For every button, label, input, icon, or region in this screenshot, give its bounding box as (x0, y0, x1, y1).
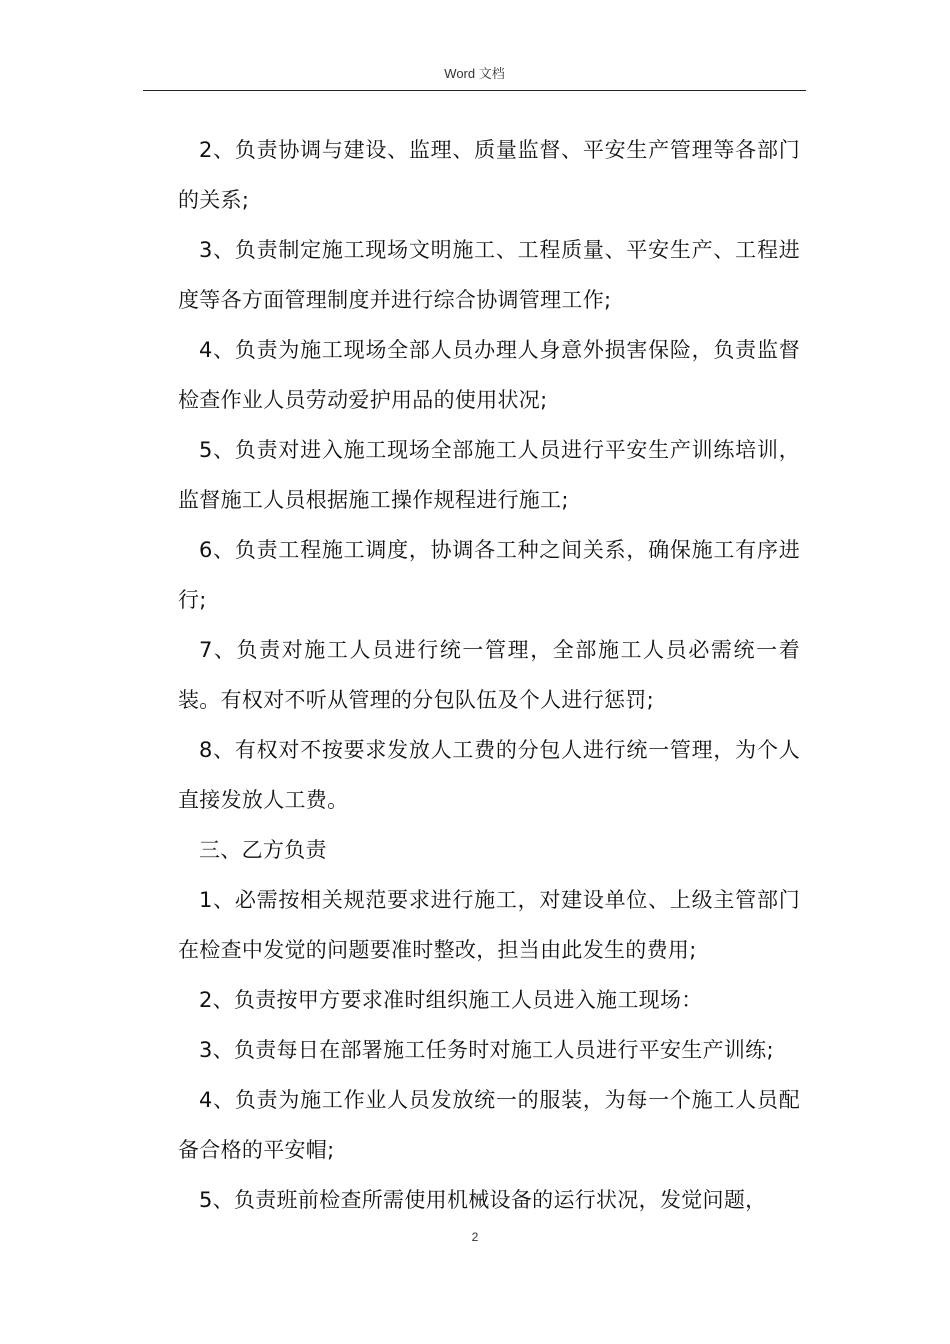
paragraph: 2、负责按甲方要求准时组织施工人员进入施工现场： (199, 988, 703, 1012)
paragraph: 2、负责协调与建设、监理、质量监督、平安生产管理等各部门的关系; (178, 138, 800, 212)
section-heading: 三、乙方负责 (199, 838, 327, 862)
paragraph: 3、负责制定施工现场文明施工、工程质量、平安生产、工程进度等各方面管理制度并进行综合协调管理工作; (178, 238, 800, 312)
paragraph: 7、负责对施工人员进行统一管理，全部施工人员必需统一着装。有权对不听从管理的分包队伍及个人进行惩罚; (178, 638, 800, 712)
paragraph: 1、必需按相关规范要求进行施工，对建设单位、上级主管部门在检查中发觉的问题要准时整改，担当由此发生的费用; (178, 888, 800, 962)
paragraph: 6、负责工程施工调度，协调各工种之间关系，确保施工有序进行; (178, 538, 800, 612)
paragraph: 4、负责为施工现场全部人员办理人身意外损害保险，负责监督检查作业人员劳动爱护用品的使用状况; (178, 338, 800, 412)
page-header: Word 文档 (143, 64, 806, 91)
document-body (178, 125, 800, 1225)
paragraph: 4、负责为施工作业人员发放统一的服装，为每一个施工人员配备合格的平安帽; (178, 1088, 800, 1162)
paragraph: 3、负责每日在部署施工任务时对施工人员进行平安生产训练; (199, 1038, 774, 1062)
paragraph: 8、有权对不按要求发放人工费的分包人进行统一管理，为个人直接发放人工费。 (178, 738, 800, 812)
page-number: 2 (471, 1230, 479, 1244)
paragraph: 5、负责班前检查所需使用机械设备的运行状况，发觉问题， (199, 1188, 767, 1212)
paragraph: 5、负责对进入施工现场全部施工人员进行平安生产训练培训，监督施工人员根据施工操作规程进行施工; (178, 438, 800, 512)
